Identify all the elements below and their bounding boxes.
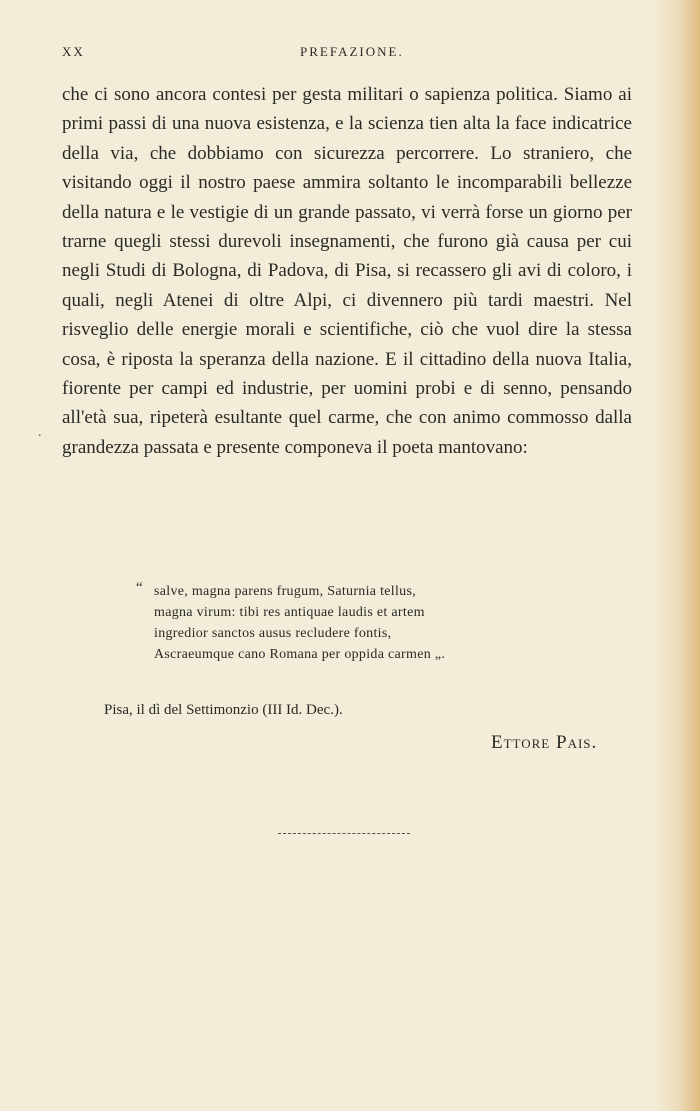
- running-title: PREFAZIONE.: [300, 44, 404, 59]
- author-signature: Ettore Pais.: [491, 732, 598, 753]
- dateline: Pisa, il dì del Settimonzio (III Id. Dec.).: [104, 702, 343, 718]
- end-rule: [278, 833, 410, 834]
- page-number: XX: [62, 44, 85, 59]
- quote-line-1: salve, magna parens frugum, Saturnia tellus,: [154, 584, 417, 599]
- quote-open-mark: “: [136, 580, 143, 596]
- running-head: [62, 44, 638, 66]
- quote-line-3: ingredior sanctos ausus recludere fontis,: [154, 626, 392, 641]
- body-paragraph: che ci sono ancora contesi per gesta militari o sapienza politica. Siamo ai primi passi di una nuova esistenza, e la scienza tien alta la face indicatrice della via, che dobbiamo con sicurezza percorrere. Lo straniero, che visitando oggi il nostro paese ammira soltanto le incomparabili bellezze della natura e le vestigie di un grande passato, vi verrà forse un giorno per trarne quegli stessi durevoli insegnamenti, che furono già causa per cui negli Studi di Bologna, di Padova, di Pisa, si recassero gli avi di coloro, i quali, negli Atenei di oltre Alpi, ci divennero più tardi maestri. Nel risveglio delle energie morali e scientifiche, ciò che vuol dire la stessa cosa, è riposta la speranza della nazione. E il cittadino della nuova Italia, fiorente per campi ed industrie, per uomini probi e di senno, pensando all'età sua, ripeterà esultante quel carme, che con animo commosso dalla grandezza passata e presente componeva il poeta mantovano:: [62, 84, 632, 458]
- quote-line-2: magna virum: tibi res antiquae laudis et artem: [154, 605, 425, 620]
- margin-mark: .: [38, 425, 42, 440]
- quote-line-4: Ascraeumque cano Romana per oppida carmen „.: [154, 647, 446, 662]
- page-edge-shading: [654, 0, 700, 1111]
